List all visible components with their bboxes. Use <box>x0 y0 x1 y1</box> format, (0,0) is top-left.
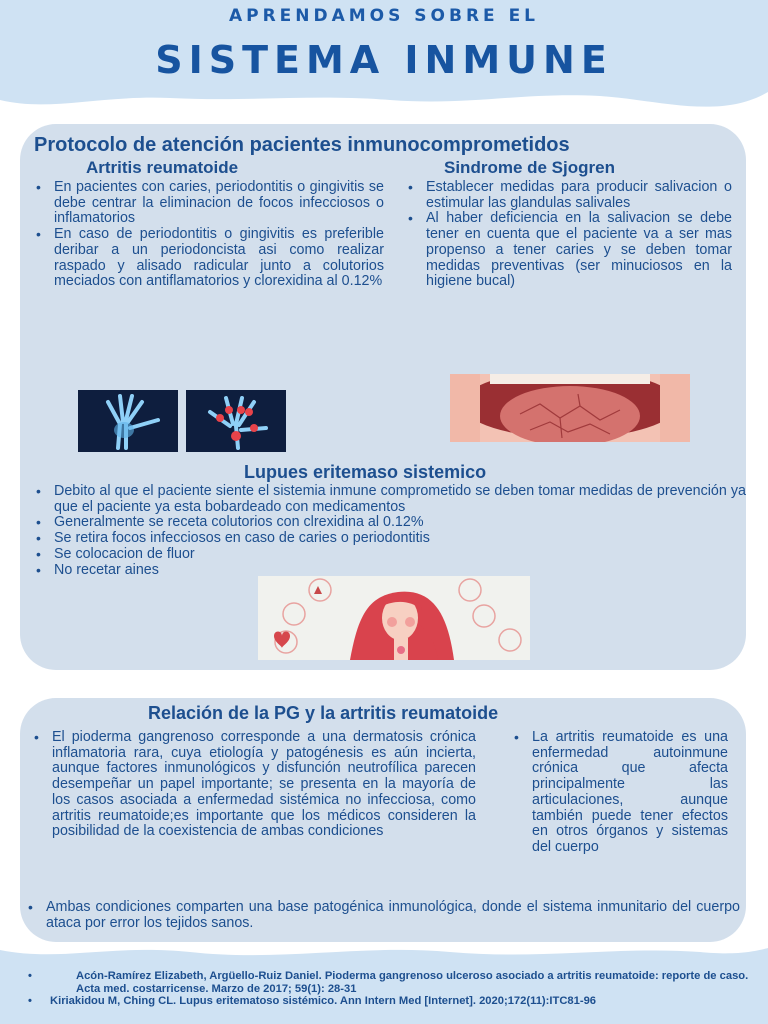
reference-item: • Acón-Ramírez Elizabeth, Argüello-Ruiz Daniel. Pioderma gangrenoso ulceroso asociado a artritis reumatoide: reporte de caso. Acta med. costarricense. Marzo de 2017; 59(1): 28-31 <box>22 970 766 995</box>
relation-heading: Relación de la PG y la artritis reumatoide <box>148 703 499 723</box>
dry-tongue-image <box>450 374 690 442</box>
list-item: • Establecer medidas para producir salivacion o estimular las glandulas salivales <box>404 180 732 211</box>
pg-list <box>30 730 476 840</box>
list-item: • El pioderma gangrenoso corresponde a una dermatosis crónica inflamatoria rara, cuya etiología y patogénesis es aún incierta, aunque factores inmunológicos y disfunción neutrofílica parecen desempeñar un papel importante; se presenta en la mayoría de los casos asociada a enfermedad sistémica no infecciosa, como artritis reumatoide;es importante que los médicos consideren la posibilidad de la coexistencia de ambas condiciones <box>30 730 476 840</box>
list-item: • Ambas condiciones comparten una base patogénica inmunológica, donde el sistema inmunitario del cuerpo ataca por error los tejidos sanos. <box>24 900 740 931</box>
xray-hand-image <box>78 390 178 452</box>
list-item: • No recetar aines <box>32 563 746 579</box>
ar-definition-list <box>510 730 728 856</box>
list-item: • Debito al que el paciente siente el sistemia inmune comprometido se deben tomar medidas de prevención ya que el paciente ya esta bobardeado con medicamentos <box>32 484 746 515</box>
ar-list <box>32 180 384 290</box>
list-item: • Se retira focos infecciosos en caso de caries o periodontitis <box>32 531 746 547</box>
list-item: • En pacientes con caries, periodontitis o gingivitis se debe centrar la eliminacion de focos infecciosos o inflamatorios <box>32 180 384 227</box>
references-list <box>22 970 766 1008</box>
list-item: • La artritis reumatoide es una enfermedad autoinmune crónica que afecta principalmente las articulaciones, aunque también puede tener efectos en otros órganos y sistemas del cuerpo <box>510 730 728 856</box>
common-basis-list <box>24 900 740 931</box>
lupus-illustration <box>258 576 530 660</box>
reference-item: • Kiriakidou M, Ching CL. Lupus eritematoso sistémico. Ann Intern Med [Internet]. 2020;172(11):ITC81-96 <box>22 995 766 1008</box>
ar-heading: Artritis reumatoide <box>86 158 239 177</box>
list-item: • Se colocacion de fluor <box>32 547 746 563</box>
header-kicker: APRENDAMOS SOBRE EL <box>228 6 540 26</box>
list-item: • Al haber deficiencia en la salivacion se debe tener en cuenta que el paciente va a ser mas propenso a tener caries y se deben tomar medidas preventivas (ser minuciosos en la higiene bucal) <box>404 211 732 290</box>
page-title: SISTEMA INMUNE <box>155 38 613 82</box>
list-item: • Generalmente se receta colutorios con clrexidina al 0.12% <box>32 515 746 531</box>
lupus-heading: Lupues eritemaso sistemico <box>244 462 487 482</box>
sjogren-list <box>404 180 732 290</box>
lupus-list <box>32 484 746 578</box>
list-item: • En caso de periodontitis o gingivitis es preferible deribar a un periodoncista asi como realizar raspado y alisado radicular junto a colutorios meciados con antiflamatorios y clorexidina al 0.12% <box>32 227 384 290</box>
sjogren-heading: Sindrome de Sjogren <box>444 158 615 177</box>
xray-arthritis-hand-image <box>186 390 286 452</box>
protocol-title: Protocolo de atención pacientes inmunocomprometidos <box>34 134 570 156</box>
